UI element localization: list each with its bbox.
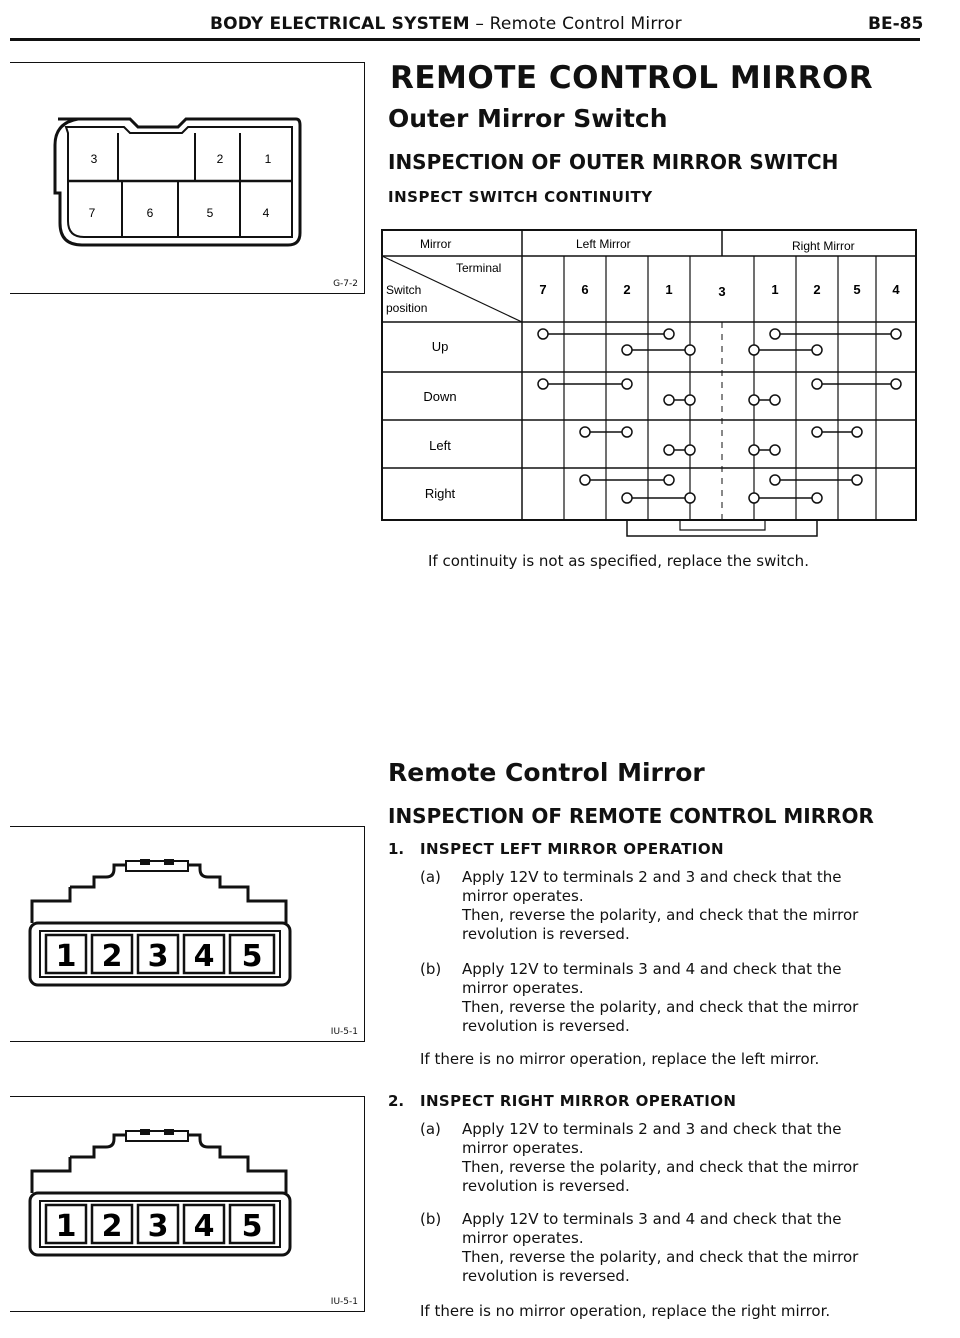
header-rule — [10, 38, 920, 41]
continuity-dot — [852, 475, 862, 485]
switch-pin-bottom-2: 6 — [146, 206, 154, 220]
sub-step-text — [462, 868, 932, 944]
step-number: 1. — [388, 840, 405, 858]
terminal-4: 4 — [892, 282, 900, 297]
left-conn-pin-3: 3 — [147, 939, 169, 974]
continuity-dot — [685, 445, 695, 455]
switch-connector-diagram — [10, 63, 364, 293]
switch-continuity-table — [380, 228, 920, 544]
switch-connector-figure — [10, 62, 365, 294]
sub-step-label: (a) — [420, 1120, 441, 1138]
sub-step-label: (a) — [420, 868, 441, 886]
left-mirror-connector-figure — [10, 826, 365, 1042]
continuity-dot — [852, 427, 862, 437]
text-line: revolution is reversed. — [462, 925, 630, 943]
right-mirror-header: Right Mirror — [792, 239, 855, 253]
sub-step-text — [462, 1120, 932, 1196]
header-section: BODY ELECTRICAL SYSTEM — [210, 14, 470, 34]
terminal-6: 6 — [581, 282, 589, 297]
text-line: Then, reverse the polarity, and check that the mirror — [462, 998, 859, 1016]
text-line: mirror operates. — [462, 1139, 584, 1157]
step-heading: INSPECT SWITCH CONTINUITY — [388, 188, 653, 206]
switch-pin-bottom-4: 4 — [262, 206, 270, 220]
continuity-marks — [538, 329, 901, 503]
left-conn-pin-5: 5 — [241, 939, 263, 974]
terminal-5: 5 — [853, 282, 861, 297]
continuity-dot — [891, 379, 901, 389]
text-line: mirror operates. — [462, 979, 584, 997]
step-note: If there is no mirror operation, replace the left mirror. — [420, 1050, 820, 1068]
remote-mirror-section-heading: INSPECTION OF REMOTE CONTROL MIRROR — [388, 804, 874, 828]
step-note: If there is no mirror operation, replace the right mirror. — [420, 1302, 831, 1320]
continuity-dot — [664, 329, 674, 339]
right-conn-pin-2: 2 — [101, 1209, 123, 1244]
position-left: Left — [429, 438, 451, 453]
text-line: revolution is reversed. — [462, 1177, 630, 1195]
terminal-1-right: 1 — [771, 282, 779, 297]
figure-code: IU-5-1 — [330, 1027, 358, 1037]
continuity-dot — [891, 329, 901, 339]
step-heading-right-mirror: INSPECT RIGHT MIRROR OPERATION — [420, 1092, 737, 1110]
text-line: mirror operates. — [462, 887, 584, 905]
switch-pin-bottom-1: 7 — [88, 206, 96, 220]
continuity-dot — [622, 493, 632, 503]
continuity-dot — [622, 427, 632, 437]
position-right: Right — [424, 486, 456, 501]
right-mirror-connector-figure — [10, 1096, 365, 1312]
switch-pin-top-3: 1 — [264, 152, 272, 166]
position-header: position — [386, 301, 428, 315]
continuity-dot — [749, 345, 759, 355]
continuity-dot — [770, 395, 780, 405]
continuity-dot — [580, 427, 590, 437]
page-number: BE-85 — [868, 14, 924, 34]
text-line: Apply 12V to terminals 2 and 3 and check that the — [462, 868, 842, 886]
continuity-dot — [622, 379, 632, 389]
continuity-dot — [749, 493, 759, 503]
left-conn-pin-2: 2 — [101, 939, 123, 974]
continuity-dot — [664, 475, 674, 485]
step-heading-left-mirror: INSPECT LEFT MIRROR OPERATION — [420, 840, 724, 858]
continuity-dot — [580, 475, 590, 485]
continuity-dot — [664, 445, 674, 455]
terminal-header: Terminal — [456, 261, 502, 275]
text-line: Apply 12V to terminals 3 and 4 and check that the — [462, 960, 842, 978]
text-line: revolution is reversed. — [462, 1017, 630, 1035]
right-conn-pin-5: 5 — [241, 1209, 263, 1244]
header-subsection: – Remote Control Mirror — [469, 14, 682, 34]
sub-step-text — [462, 1210, 932, 1286]
continuity-dot — [770, 329, 780, 339]
left-conn-pin-4: 4 — [193, 939, 215, 974]
continuity-dot — [685, 395, 695, 405]
text-line: mirror operates. — [462, 1229, 584, 1247]
continuity-dot — [770, 445, 780, 455]
switch-header: Switch — [386, 283, 422, 297]
text-line: Apply 12V to terminals 2 and 3 and check that the — [462, 1120, 842, 1138]
sub-step-label: (b) — [420, 960, 442, 978]
left-conn-pin-1: 1 — [55, 939, 77, 974]
section-heading: INSPECTION OF OUTER MIRROR SWITCH — [388, 150, 839, 174]
continuity-dot — [622, 345, 632, 355]
figure-code: IU-5-1 — [330, 1297, 358, 1307]
left-mirror-connector-diagram — [10, 827, 364, 1041]
continuity-dot — [685, 345, 695, 355]
switch-pin-top-1: 3 — [90, 152, 98, 166]
continuity-dot — [538, 329, 548, 339]
text-line: Then, reverse the polarity, and check that the mirror — [462, 1158, 859, 1176]
position-down: Down — [423, 389, 457, 404]
continuity-dot — [664, 395, 674, 405]
continuity-dot — [812, 493, 822, 503]
switch-pin-bottom-3: 5 — [206, 206, 214, 220]
remote-mirror-title: Remote Control Mirror — [388, 758, 705, 787]
text-line: revolution is reversed. — [462, 1267, 630, 1285]
text-line: Apply 12V to terminals 3 and 4 and check that the — [462, 1210, 842, 1228]
sub-step-label: (b) — [420, 1210, 442, 1228]
continuity-dot — [538, 379, 548, 389]
header-title — [210, 14, 682, 34]
continuity-dot — [749, 395, 759, 405]
page-title: REMOTE CONTROL MIRROR — [390, 60, 874, 96]
sub-step-text — [462, 960, 932, 1036]
right-mirror-connector-diagram — [10, 1097, 364, 1311]
text-line: Then, reverse the polarity, and check that the mirror — [462, 1248, 859, 1266]
figure-code: G-7-2 — [333, 279, 358, 289]
left-mirror-header: Left Mirror — [576, 237, 631, 251]
terminal-7: 7 — [539, 282, 547, 297]
section-subtitle: Outer Mirror Switch — [388, 104, 668, 133]
mirror-header: Mirror — [420, 237, 452, 251]
right-conn-pin-1: 1 — [55, 1209, 77, 1244]
right-conn-pin-3: 3 — [147, 1209, 169, 1244]
continuity-dot — [685, 493, 695, 503]
terminal-1-left: 1 — [665, 282, 673, 297]
right-conn-pin-4: 4 — [193, 1209, 215, 1244]
switch-note: If continuity is not as specified, replace the switch. — [428, 552, 809, 570]
continuity-dot — [770, 475, 780, 485]
continuity-dot — [812, 345, 822, 355]
terminal-2-right: 2 — [813, 282, 821, 297]
terminal-3: 3 — [718, 284, 726, 299]
terminal-2-left: 2 — [623, 282, 631, 297]
step-number: 2. — [388, 1092, 405, 1110]
continuity-dot — [749, 445, 759, 455]
continuity-dot — [812, 427, 822, 437]
text-line: Then, reverse the polarity, and check that the mirror — [462, 906, 859, 924]
position-up: Up — [431, 339, 449, 354]
switch-pin-top-2: 2 — [216, 152, 224, 166]
continuity-dot — [812, 379, 822, 389]
